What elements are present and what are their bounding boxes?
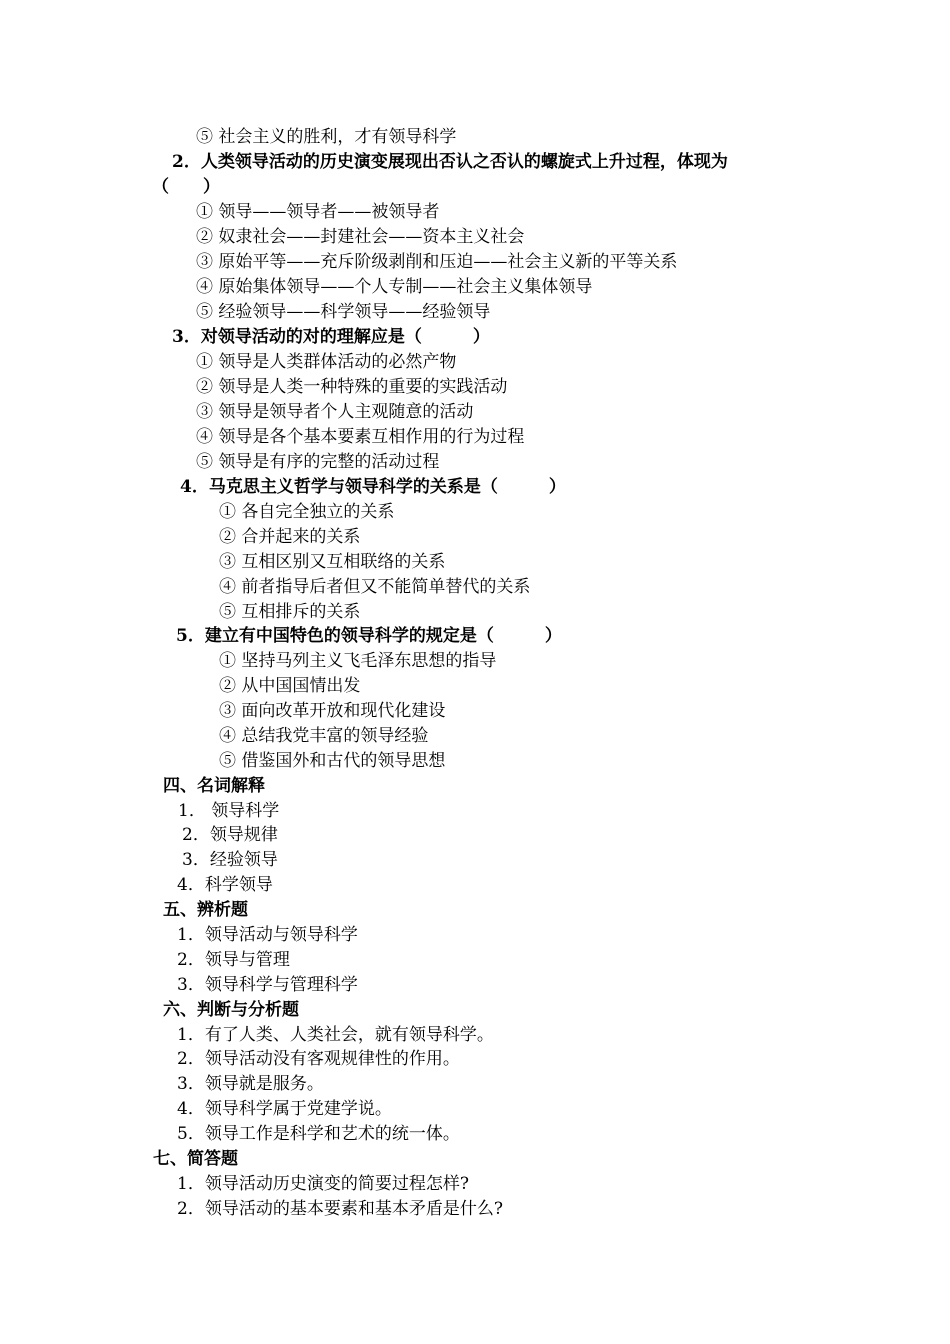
option-line: ③ 领导是领导者个人主观随意的活动 bbox=[196, 402, 474, 422]
option-line: ② 奴隶社会——封建社会——资本主义社会 bbox=[196, 227, 525, 247]
option-line: ⑤ 借鉴国外和古代的领导思想 bbox=[219, 751, 446, 771]
option-line: ③ 互相区别又互相联络的关系 bbox=[219, 552, 446, 572]
option-line: ⑤ 领导是有序的完整的活动过程 bbox=[196, 452, 440, 472]
question-2: 2．人类领导活动的历史演变展现出否认之否认的螺旋式上升过程，体现为 bbox=[172, 152, 728, 172]
option-line: ④ 原始集体领导——个人专制——社会主义集体领导 bbox=[196, 277, 593, 297]
list-item: 3．领导就是服务。 bbox=[177, 1074, 324, 1094]
list-item: 1． 领导科学 bbox=[178, 801, 280, 821]
option-line: ② 领导是人类一种特殊的重要的实践活动 bbox=[196, 377, 508, 397]
option-line: ⑤ 互相排斥的关系 bbox=[219, 602, 361, 622]
question-5: 5．建立有中国特色的领导科学的规定是（ ） bbox=[176, 626, 562, 646]
list-item: 3．经验领导 bbox=[182, 850, 278, 870]
question-3: 3．对领导活动的对的理解应是（ ） bbox=[172, 327, 490, 347]
option-line: ② 合并起来的关系 bbox=[219, 527, 361, 547]
option-line: ④ 总结我党丰富的领导经验 bbox=[219, 726, 429, 746]
list-item: 2．领导规律 bbox=[182, 825, 278, 845]
list-item: 5．领导工作是科学和艺术的统一体。 bbox=[177, 1124, 460, 1144]
list-item: 1．领导活动与领导科学 bbox=[177, 925, 358, 945]
section-heading: 四、名词解释 bbox=[163, 776, 265, 796]
section-heading: 六、判断与分析题 bbox=[163, 1000, 299, 1020]
option-line: ② 从中国国情出发 bbox=[219, 676, 361, 696]
option-line: ③ 原始平等——充斥阶级剥削和压迫——社会主义新的平等关系 bbox=[196, 252, 678, 272]
list-item: 2．领导与管理 bbox=[177, 950, 290, 970]
option-line: ① 领导——领导者——被领导者 bbox=[196, 202, 440, 222]
question-4: 4．马克思主义哲学与领导科学的关系是（ ） bbox=[180, 477, 566, 497]
option-line: ① 领导是人类群体活动的必然产物 bbox=[196, 352, 457, 372]
option-line: ① 坚持马列主义飞毛泽东思想的指导 bbox=[219, 651, 497, 671]
option-line: ④ 领导是各个基本要素互相作用的行为过程 bbox=[196, 427, 525, 447]
list-item: 2．领导活动没有客观规律性的作用。 bbox=[177, 1049, 460, 1069]
question-2-blank: （ ） bbox=[152, 177, 220, 197]
list-item: 1．领导活动历史演变的简要过程怎样? bbox=[177, 1174, 469, 1194]
option-line: ④ 前者指导后者但又不能简单替代的关系 bbox=[219, 577, 531, 597]
list-item: 1．有了人类、人类社会，就有领导科学。 bbox=[177, 1025, 494, 1045]
section-heading: 五、辨析题 bbox=[163, 900, 248, 920]
list-item: 4．科学领导 bbox=[177, 875, 273, 895]
option-line: ⑤ 社会主义的胜利，才有领导科学 bbox=[196, 127, 457, 147]
option-line: ③ 面向改革开放和现代化建设 bbox=[219, 701, 446, 721]
list-item: 3．领导科学与管理科学 bbox=[177, 975, 358, 995]
list-item: 2．领导活动的基本要素和基本矛盾是什么? bbox=[177, 1199, 503, 1219]
section-heading: 七、简答题 bbox=[153, 1149, 238, 1169]
option-line: ① 各自完全独立的关系 bbox=[219, 502, 395, 522]
option-line: ⑤ 经验领导——科学领导——经验领导 bbox=[196, 302, 491, 322]
list-item: 4．领导科学属于党建学说。 bbox=[177, 1099, 392, 1119]
